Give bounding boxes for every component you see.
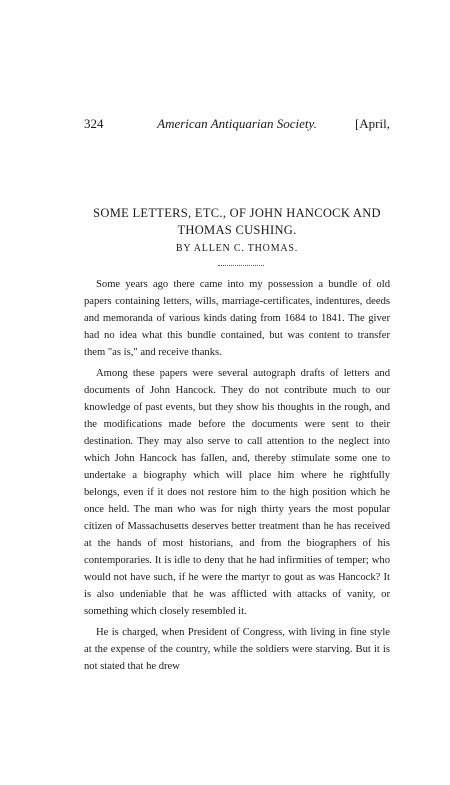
journal-title: American Antiquarian Society. — [157, 116, 317, 131]
issue-date: [April, — [354, 116, 390, 131]
paragraph-3: He is charged, when President of Congress, with living in fine style at the expense of the country, while the soldiers were starving. But it is not stated that he drew — [84, 627, 390, 672]
author-byline: BY ALLEN C. THOMAS. — [175, 243, 299, 254]
paragraph-2: Among these papers were several autograph drafts of letters and documents of John Hancock. They do not contribute much to our knowledge of past events, but they show his thoughts in the rough, and the modifications made before the documents were sent to their destination. They may also serve to call attention to the neglect into which John Hancock has fallen, and, thereby stimulate some one to undertake a biography which will place him where he rightfully belongs, even if it does not restore him to the high position which he once held. The man who was for nigh thirty years the most popular citizen of Massachusetts deserves better treatment than he has received at the hands of most historians, and from the biographers of his contemporaries. It is idle to deny that he had infirmities of temper; who would not have such, if he were the martyr to gout as was Hancock? It is also undeniable that he was afflicted with attacks of vanity, or something which closely resembled it. — [84, 368, 390, 617]
title-divider — [218, 265, 264, 266]
article-title — [84, 205, 390, 239]
paragraph-1: Some years ago there came into my possession a bundle of old papers containing letters, wills, marriage-certificates, indentures, deeds and memoranda of various kinds dating from 1684 to 1841. The giver had no idea what this bundle contained, but was content to transfer them "as is," and receive thanks. — [84, 279, 390, 358]
article-body — [84, 276, 390, 679]
article-title-line-1: SOME LETTERS, ETC., OF JOHN HANCOCK AND — [93, 206, 381, 220]
running-head — [84, 116, 390, 134]
page-number: 324 — [84, 116, 104, 131]
article-title-line-2: THOMAS CUSHING. — [177, 223, 297, 237]
